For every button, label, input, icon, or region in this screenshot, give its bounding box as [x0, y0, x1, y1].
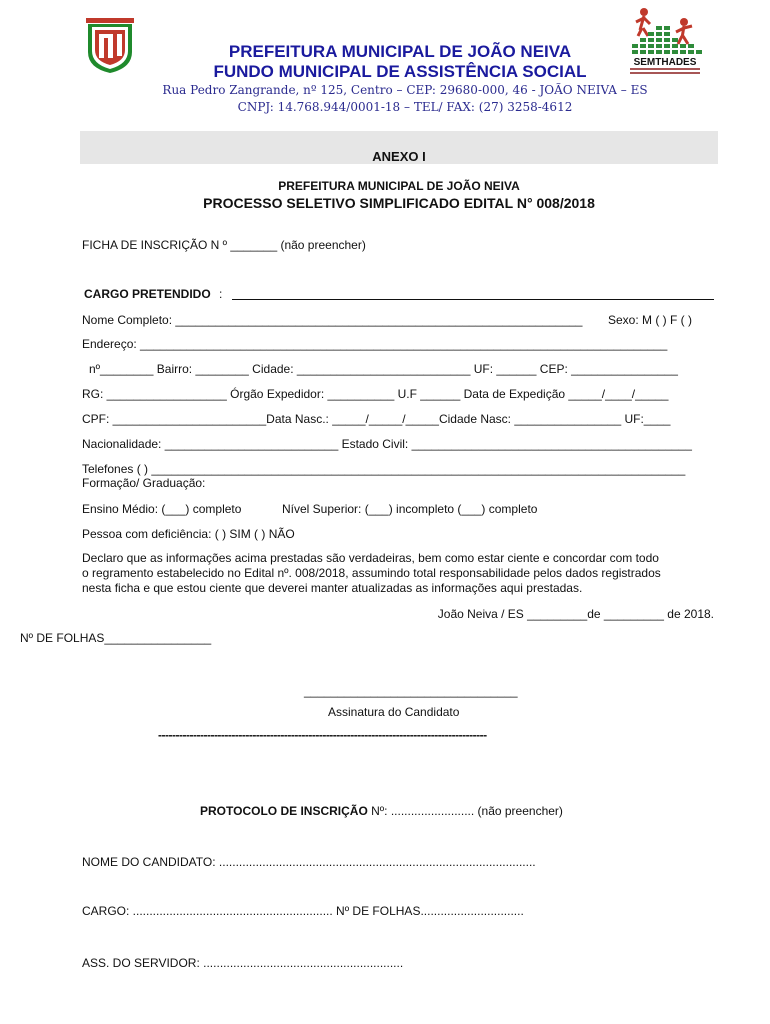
cargo-field[interactable] — [232, 299, 714, 300]
endereco-field[interactable]: Endereço: _______________________________________________________________________________ — [82, 337, 668, 351]
annex-org: PREFEITURA MUNICIPAL DE JOÃO NEIVA — [278, 179, 520, 193]
nivel-superior-field[interactable]: Nível Superior: (___) incompleto (___) completo — [282, 502, 538, 516]
deficiencia-field[interactable]: Pessoa com deficiência: ( ) SIM ( ) NÃO — [82, 527, 295, 541]
cpf-field[interactable]: CPF: _______________________Data Nasc.: _____/_____/_____Cidade Nasc: ________________ UF:____ — [82, 412, 671, 426]
protocol-title-number: Nº: ......................... (não preencher) — [367, 804, 563, 818]
header-contact: CNPJ: 14.768.944/0001-18 – TEL/ FAX: (27) 3258-4612 — [237, 100, 573, 114]
declaracao-line3: nesta ficha e que estou ciente que deverei manter atualizadas as informações aqui prestadas. — [82, 581, 583, 595]
endereco-detalhes-field[interactable]: nº________ Bairro: ________ Cidade: __________________________ UF: ______ CEP: ________________ — [89, 362, 678, 376]
formacao-label: Formação/ Graduação: — [82, 476, 206, 490]
cut-line: ---------------------------------------------------------------------------------------------- — [158, 728, 487, 742]
nacionalidade-field[interactable]: Nacionalidade: __________________________ Estado Civil: __________________________________________ — [82, 437, 692, 451]
svg-text:SEMTHADES: SEMTHADES — [633, 57, 697, 68]
nome-completo-field[interactable]: Nome Completo: _____________________________________________________________ — [82, 313, 583, 327]
header-address: Rua Pedro Zangrande, nº 125, Centro – CEP: 29680-000, 46 - JOÃO NEIVA – ES — [162, 83, 648, 97]
ensino-medio-field[interactable]: Ensino Médio: (___) completo — [82, 502, 242, 516]
declaracao-line2: o regramento estabelecido no Edital nº. 008/2018, assumindo total responsabilidade pelos dados registrados — [82, 566, 661, 580]
local-data-field[interactable]: João Neiva / ES _________de _________ de 2018. — [437, 607, 714, 621]
cargo-label: CARGO PRETENDIDO — [84, 287, 211, 301]
declaracao-line1: Declaro que as informações acima prestadas são verdadeiras, bem como estar ciente e concordar com todo — [82, 551, 659, 565]
sexo-field[interactable]: Sexo: M ( ) F ( ) — [608, 313, 692, 327]
annex-title: ANEXO I — [372, 149, 426, 164]
numero-folhas-field[interactable]: Nº DE FOLHAS________________ — [20, 631, 212, 645]
ficha-inscricao: FICHA DE INSCRIÇÃO N º _______ (não preencher) — [82, 238, 366, 252]
rg-field[interactable]: RG: __________________ Órgão Expedidor: __________ U.F ______ Data de Expedição _____/____/_____ — [82, 387, 669, 401]
cargo-colon: : — [219, 287, 223, 301]
signature-label: Assinatura do Candidato — [328, 705, 460, 719]
municipal-crest-logo — [84, 18, 136, 74]
protocol-cargo-field[interactable]: CARGO: ............................................................ Nº DE FOLHAS............................... — [82, 904, 524, 918]
protocol-nome-field[interactable]: NOME DO CANDIDATO: ............................................................................................... — [82, 855, 536, 869]
telefones-field[interactable]: Telefones ( ) ________________________________________________________________________________ — [82, 462, 686, 476]
protocol-title — [200, 804, 563, 818]
protocol-servidor-field[interactable]: ASS. DO SERVIDOR: ............................................................ — [82, 956, 404, 970]
annex-process: PROCESSO SELETIVO SIMPLIFICADO EDITAL N° 008/2018 — [203, 195, 595, 211]
header-title-line2: FUNDO MUNICIPAL DE ASSISTÊNCIA SOCIAL — [213, 62, 587, 81]
header-title-line1: PREFEITURA MUNICIPAL DE JOÃO NEIVA — [228, 42, 572, 61]
protocol-title-bold: PROTOCOLO DE INSCRIÇÃO — [200, 804, 368, 818]
signature-line[interactable]: ________________________________ — [304, 684, 518, 698]
